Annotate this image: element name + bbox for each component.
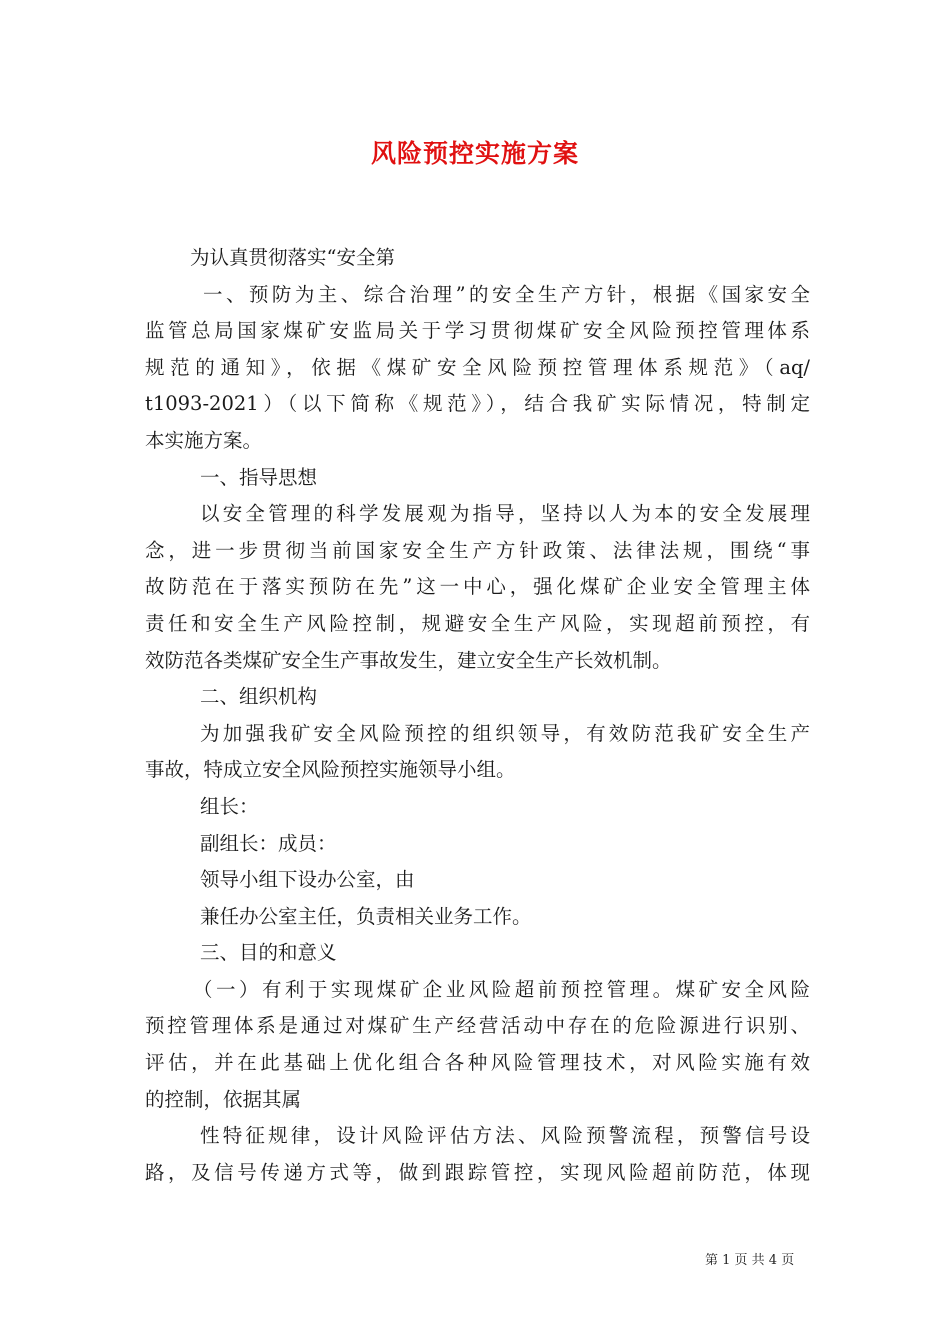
paragraph-line: 路，及信号传递方式等，做到跟踪管控，实现风险超前防范，体现 [145, 1160, 810, 1184]
paragraph-line: 责任和安全生产风险控制，规避安全生产风险，实现超前预控，有 [145, 611, 810, 635]
paragraph-line: 念，进一步贯彻当前国家安全生产方针政策、法律法规，围绕“事 [145, 538, 810, 562]
paragraph-line: 效防范各类煤矿安全生产事故发生，建立安全生产长效机制。 [145, 648, 672, 672]
paragraph-line: 为加强我矿安全风险预控的组织领导，有效防范我矿安全生产 [200, 721, 810, 745]
paragraph-line: 为认真贯彻落实“安全第 [190, 246, 395, 269]
paragraph-line: 兼任办公室主任，负责相关业务工作。 [200, 904, 532, 928]
paragraph-line: 事故，特成立安全风险预控实施领导小组。 [145, 758, 516, 782]
paragraph-line: 故防范在于落实预防在先”这一中心，强化煤矿企业安全管理主体 [145, 575, 810, 599]
page-number: 第 1 页 共 4 页 [705, 1253, 795, 1268]
paragraph-line: t1093-2021）（以下简称《规范》），结合我矿实际情况，特制定 [145, 392, 810, 416]
paragraph-line: 预控管理体系是通过对煤矿生产经营活动中存在的危险源进行识别、 [145, 1014, 810, 1038]
paragraph-line: 本实施方案。 [145, 428, 263, 452]
section-heading: 三、目的和意义 [200, 941, 337, 965]
paragraph-line: 一、预防为主、综合治理”的安全生产方针，根据《国家安全 [203, 282, 810, 306]
paragraph-line: 组长： [200, 794, 259, 818]
paragraph-line: 监管总局国家煤矿安监局关于学习贯彻煤矿安全风险预控管理体系 [145, 319, 810, 343]
paragraph-line: （一）有利于实现煤矿企业风险超前预控管理。煤矿安全风险 [193, 977, 810, 1001]
paragraph-line: 领导小组下设办公室，由 [200, 868, 415, 892]
section-heading: 二、组织机构 [200, 685, 318, 709]
paragraph-line: 性特征规律，设计风险评估方法、风险预警流程，预警信号设 [200, 1124, 810, 1148]
page-title: 风险预控实施方案 [370, 139, 579, 168]
paragraph-line: 的控制，依据其属 [145, 1087, 302, 1111]
section-heading: 一、指导思想 [200, 465, 318, 489]
paragraph-line: 副组长：成员： [200, 831, 337, 855]
paragraph-line: 规范的通知》，依据《煤矿安全风险预控管理体系规范》（aq/ [145, 355, 810, 379]
document-body [145, 240, 810, 1191]
paragraph-line: 评估，并在此基础上优化组合各种风险管理技术，对风险实施有效 [145, 1051, 810, 1075]
paragraph-line: 以安全管理的科学发展观为指导，坚持以人为本的安全发展理 [200, 502, 810, 526]
